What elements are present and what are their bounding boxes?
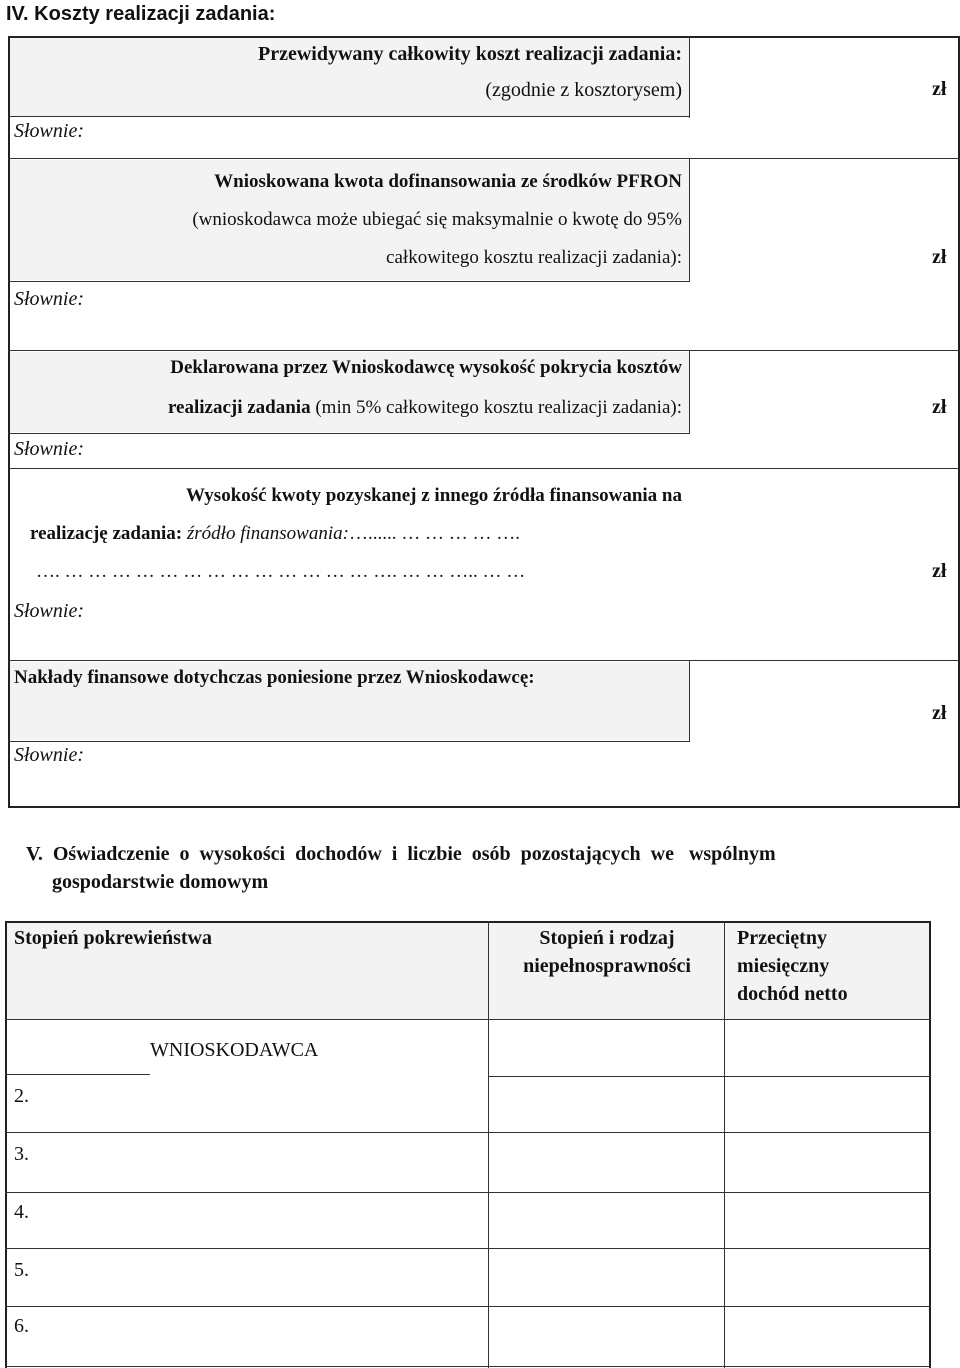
row2-label: Wnioskowana kwota dofinansowania ze środków PFRON [214, 171, 682, 192]
row3-slownie-field[interactable] [100, 436, 950, 464]
row-2-disability-field[interactable] [490, 1078, 723, 1130]
row-3-income-field[interactable] [726, 1134, 928, 1190]
row-6-relationship-field[interactable] [40, 1308, 487, 1364]
row1-currency: zł [932, 78, 947, 100]
row-4-income-field[interactable] [726, 1194, 928, 1246]
row-4-disability-field[interactable] [490, 1194, 723, 1246]
header-disability-line2: niepełnosprawności [523, 955, 691, 977]
row-5-disability-field[interactable] [490, 1250, 723, 1304]
header-income-line1: Przeciętny [737, 927, 827, 949]
row-5-relationship-field[interactable] [40, 1250, 487, 1304]
row2-amount-field[interactable] [692, 160, 956, 278]
row-applicant-disability-field[interactable] [490, 1021, 723, 1075]
row3-currency: zł [932, 396, 947, 418]
row-4-relationship-field[interactable] [40, 1194, 487, 1246]
row1-slownie: Słownie: [14, 120, 84, 142]
row5-currency: zł [932, 702, 947, 724]
row5-label: Nakłady finansowe dotychczas poniesione przez Wnioskodawcę: [14, 667, 535, 688]
row-2-relationship-field[interactable] [40, 1078, 487, 1130]
row2-slownie-field[interactable] [100, 286, 950, 346]
header-relationship: Stopień pokrewieństwa [14, 927, 212, 949]
section-v-heading-line1: V. Oświadczenie o wysokości dochodów i liczbie osób pozostających we wspólnym [26, 843, 776, 865]
row1-sublabel: (zgodnie z kosztorysem) [485, 79, 682, 101]
row4-source-dots[interactable]: …...... … … … … …. [348, 523, 520, 544]
row4-sublabel-bold: realizację zadania: [30, 523, 187, 544]
row4-source-label: źródło finansowania: [186, 523, 349, 544]
row2-sublabel-1: (wnioskodawca może ubiegać się maksymalnie o kwotę do 95% [192, 209, 682, 230]
row4-slownie: Słownie: [14, 600, 84, 622]
header-income [737, 926, 848, 1006]
row2-sublabel-2: całkowitego kosztu realizacji zadania): [386, 247, 682, 268]
row5-slownie-field[interactable] [100, 744, 950, 802]
row1-slownie-field[interactable] [100, 120, 950, 150]
row1-amount-field[interactable] [692, 40, 956, 114]
row2-slownie: Słownie: [14, 288, 84, 310]
row-6-disability-field[interactable] [490, 1308, 723, 1364]
row-applicant-income-field[interactable] [726, 1021, 928, 1075]
row5-amount-field[interactable] [692, 662, 956, 740]
section-v-heading-line2: gospodarstwie domowym [52, 871, 269, 893]
row5-slownie: Słownie: [14, 744, 84, 766]
row-5-label: 5. [14, 1259, 29, 1281]
row3-sublabel-rest: (min 5% całkowitego kosztu realizacji zadania): [310, 397, 682, 418]
row4-slownie-field[interactable] [100, 598, 950, 654]
row-2-income-field[interactable] [726, 1078, 928, 1130]
row4-currency: zł [932, 560, 947, 582]
section-iv-heading: IV. Koszty realizacji zadania: [6, 3, 276, 25]
row3-sublabel [20, 396, 682, 420]
row-2-label: 2. [14, 1085, 29, 1107]
row-5-income-field[interactable] [726, 1250, 928, 1304]
row3-label: Deklarowana przez Wnioskodawcę wysokość pokrycia kosztów [170, 357, 682, 378]
row4-label: Wysokość kwoty pozyskanej z innego źródła finansowania na [186, 485, 682, 506]
row4-source-dots-line2[interactable]: …. … … … … … … … … … … … … … …. … … ….. … … [36, 561, 526, 582]
header-income-line3: dochód netto [737, 983, 848, 1005]
row-6-income-field[interactable] [726, 1308, 928, 1364]
row3-amount-field[interactable] [692, 352, 956, 432]
header-income-line2: miesięczny [737, 955, 830, 977]
row-4-label: 4. [14, 1201, 29, 1223]
row-3-disability-field[interactable] [490, 1134, 723, 1190]
row3-slownie: Słownie: [14, 438, 84, 460]
row3-sublabel-bold: realizacji zadania [167, 397, 311, 418]
header-disability-line1: Stopień i rodzaj [539, 927, 675, 949]
row-3-label: 3. [14, 1143, 29, 1165]
row-applicant-label: WNIOSKODAWCA [150, 1039, 319, 1061]
row1-label: Przewidywany całkowity koszt realizacji zadania: [257, 43, 682, 65]
row4-sublabel [30, 522, 690, 546]
row2-currency: zł [932, 246, 947, 268]
row-6-label: 6. [14, 1315, 29, 1337]
header-disability [490, 926, 724, 978]
row-3-relationship-field[interactable] [40, 1134, 487, 1190]
